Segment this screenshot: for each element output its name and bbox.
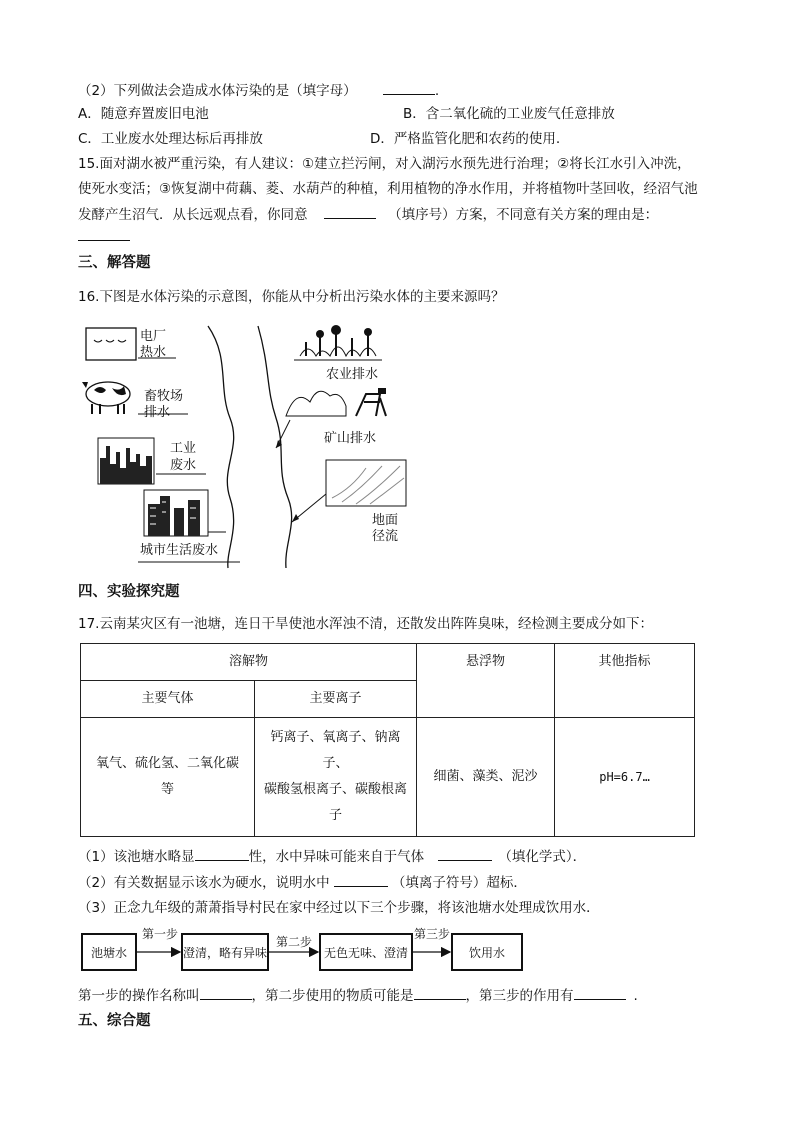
q17-p4b: ，第二步使用的物质可能是 [251, 988, 414, 1004]
header-suspended: 悬浮物 [417, 644, 555, 718]
label-livestock-1: 畜牧场 [144, 389, 184, 404]
cell-suspended: 细菌、藻类、泥沙 [417, 718, 555, 837]
treatment-flowchart [80, 926, 540, 976]
q15-answer-line[interactable] [78, 226, 130, 247]
river-right-bank [258, 326, 292, 568]
flow-step-3: 第三步 [414, 927, 451, 941]
q14-2-option-a: A．随意弃置废旧电池 [78, 106, 209, 122]
cell-other: pH=6.7… [555, 718, 695, 837]
answer-blank[interactable] [334, 872, 388, 887]
q17-part3: （3）正念九年级的萧萧指导村民在家中经过以下三个步骤，将该池塘水处理成饮用水． [78, 900, 600, 916]
cell-gas [81, 718, 255, 837]
water-pollution-diagram [80, 318, 420, 570]
answer-blank[interactable] [574, 985, 626, 1000]
label-industry-1: 工业 [170, 441, 197, 456]
q15-line3a: 发酵产生沼气．从长远观点看，你同意 [78, 207, 308, 223]
q17-p4a: 第一步的操作名称叫 [78, 988, 200, 1004]
cell-ion [255, 718, 417, 837]
label-mine: 矿山排水 [324, 431, 377, 446]
q17-p1c: （填化学式）． [498, 849, 587, 865]
cell-gas-line2: 等 [160, 782, 174, 797]
label-industry-2: 废水 [170, 458, 197, 473]
q17-part4 [78, 985, 638, 1006]
q17-stem: 17.云南某灾区有一池塘，连日干旱使池水浑浊不清，还散发出阵阵臭味，经检测主要成分如下： [78, 616, 653, 632]
label-runoff-2: 径流 [372, 529, 399, 544]
q17-part1 [78, 846, 586, 867]
q17-p2a: （2）有关数据显示该水为硬水，说明水中 [78, 875, 330, 891]
q14-2-option-c: C．工业废水处理达标后再排放 [78, 131, 263, 147]
answer-blank[interactable] [78, 226, 130, 241]
composition-table [80, 643, 695, 837]
q14-2-stem: （2）下列做法会造成水体污染的是（填字母） [78, 83, 357, 99]
q17-p4d: . [633, 988, 638, 1004]
label-livestock-2: 排水 [144, 405, 171, 420]
answer-blank[interactable] [383, 80, 435, 95]
q14-2-stem-line [78, 80, 439, 101]
cell-ion-line2: 子、 [322, 756, 349, 771]
header-gas: 主要气体 [81, 681, 255, 718]
q15-line3b: （填序号）方案，不同意有关方案的理由是： [388, 207, 659, 223]
flow-box-3-label: 无色无味、澄清 [323, 946, 409, 960]
flow-box-2-label: 澄清，略有异味 [182, 946, 268, 960]
q15-line3 [78, 204, 658, 225]
cell-gas-line1: 氧气、硫化氢、二氧化碳 [95, 756, 239, 771]
flow-box-4-label: 饮用水 [468, 946, 506, 960]
q17-part2 [78, 872, 527, 893]
answer-blank[interactable] [438, 846, 492, 861]
answer-blank[interactable] [200, 985, 252, 1000]
q15-line2: 使死水变活；③恢复湖中荷藕、菱、水葫芦的种植，利用植物的净水作用，并将植物叶茎回收，经沼气池 [78, 181, 698, 197]
section-4-heading: 四、实验探究题 [78, 584, 180, 600]
q14-2-end: . [434, 83, 440, 99]
label-power-2: 热水 [140, 345, 167, 360]
cell-ion-line3: 碳酸氢根离子、碳酸根离 [264, 782, 408, 797]
section-5-heading: 五、综合题 [78, 1013, 151, 1029]
label-city: 城市生活废水 [140, 543, 219, 558]
label-runoff-1: 地面 [372, 513, 399, 528]
header-other: 其他指标 [555, 644, 695, 718]
q14-2-option-b: B．含二氧化硫的工业废气任意排放 [403, 106, 615, 122]
flow-box-1-label: 池塘水 [90, 946, 128, 960]
q17-p2b: （填离子符号）超标． [391, 875, 527, 891]
answer-blank[interactable] [324, 204, 376, 219]
cell-ion-line1: 钙离子、氧离子、钠离 [270, 730, 401, 745]
cell-ion-line4: 子 [329, 808, 343, 823]
header-ion: 主要离子 [255, 681, 417, 718]
q17-p1b: 性，水中异味可能来自于气体 [248, 849, 425, 865]
flow-step-2: 第二步 [276, 935, 313, 949]
answer-blank[interactable] [195, 846, 249, 861]
flow-step-1: 第一步 [142, 927, 179, 941]
q16-stem: 16.下图是水体污染的示意图，你能从中分析出污染水体的主要来源吗？ [78, 289, 505, 305]
label-agri: 农业排水 [326, 367, 379, 382]
q15-line1: 15.面对湖水被严重污染，有人建议：①建立拦污闸，对入湖污水预先进行治理；②将长江水引入冲洗， [78, 156, 691, 172]
city-buildings-icon [144, 490, 226, 536]
section-3-heading: 三、解答题 [78, 255, 151, 271]
crops-icon [294, 325, 382, 360]
q14-2-option-d: D．严格监管化肥和农药的使用. [370, 131, 561, 147]
answer-blank[interactable] [414, 985, 466, 1000]
q17-p4c: ，第三步的作用有 [465, 988, 574, 1004]
q17-p1a: （1）该池塘水略显 [78, 849, 195, 865]
header-dissolved: 溶解物 [81, 644, 417, 681]
label-power-1: 电厂 [140, 329, 167, 344]
